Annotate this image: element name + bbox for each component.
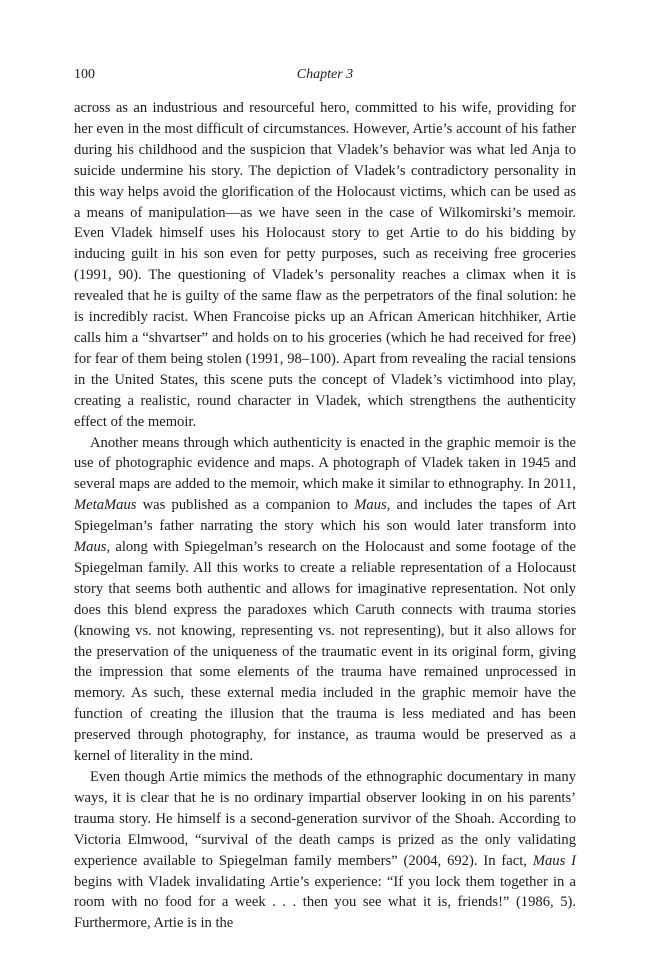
italic-title-maus-i: Maus I (532, 852, 576, 869)
italic-title-metamaus: MetaMaus (74, 497, 137, 514)
paragraph-2 (74, 433, 576, 768)
body-text (74, 98, 576, 934)
page-number: 100 (74, 67, 95, 82)
paragraph-segment: , along with Spiegelman’s research on the Holocaust and some footage of the Spiegelman family. All this works to create a reliable representation of a Holocaust story that seems both authentic and allows for imaginative representation. Not only does this blend express the paradoxes which Caruth connects with trauma stories (knowing vs. not knowing, representing vs. not representing), but it also allows for the preservation of the uniqueness of the traumatic event in its original form, giving the impression that some elements of the trauma have remained unprocessed in memory. As such, these external media included in the graphic memoir have the function of creating the illusion that the trauma is less mediated and has been preserved through photography, for instance, as trauma would be preserved as a kernel of literality in the mind. (74, 539, 576, 765)
paragraph-segment: was published as a companion to (136, 497, 355, 514)
paragraph-segment: , and includes the tapes of Art Spiegelman’s father narrating the story which his son would later transform into (74, 497, 576, 535)
book-page (74, 64, 576, 934)
paragraph-3 (74, 767, 576, 934)
paragraph-segment: Even though Artie mimics the methods of the ethnographic documentary in many ways, it is clear that he is no ordinary impartial observer looking in on his parents’ trauma story. He himself is a second-generation survivor of the Shoah. According to Victoria Elmwood, “survival of the death camps is prized as the only validating experience available to Spiegelman family members” (2004, 692). In fact, (74, 769, 576, 869)
paragraph-segment: Another means through which authenticity is enacted in the graphic memoir is the use of photographic evidence and maps. A photograph of Vladek taken in 1945 and several maps are added to the memoir, which make it similar to ethnography. In 2011, (74, 434, 576, 493)
chapter-title: Chapter 3 (296, 67, 354, 82)
paragraph-segment: across as an industrious and resourceful hero, committed to his wife, providing for her even in the most difficult of circumstances. However, Artie’s account of his father during his childhood and the suspicion that Vladek’s behavior was what led Anja to suicide undermine his story. The depiction of Vladek’s contradictory personality in this way helps avoid the glorification of the Holocaust victims, which can be used as a means of manipulation—as we have seen in the case of Wilkomirski’s memoir. Even Vladek himself uses his Holocaust story to get Artie to do his bidding by inducing guilt in his son even for petty purposes, such as receiving free groceries (1991, 90). The questioning of Vladek’s personality reaches a climax when it is revealed that he is guilty of the same flaw as the perpetrators of the final solution: he is incredibly racist. When Francoise picks up an African American hitchhiker, Artie calls him a “shvartser” and holds on to his groceries (which he had received for free) for fear of them being stolen (1991, 98–100). Apart from revealing the racial tensions in the United States, this scene puts the concept of Vladek’s victimhood into play, creating a realistic, round character in Vladek, which strengthens the authenticity effect of the memoir. (74, 100, 576, 430)
italic-title-maus: Maus (74, 539, 107, 556)
running-head (74, 64, 576, 86)
paragraph-segment: begins with Vladek invalidating Artie’s experience: “If you lock them together in a room with no food for a week . . . then you see what it is, friends!” (1986, 5). Furthermore, Artie is in the (74, 873, 576, 932)
paragraph-1 (74, 98, 576, 433)
italic-title-maus: Maus (354, 497, 387, 514)
